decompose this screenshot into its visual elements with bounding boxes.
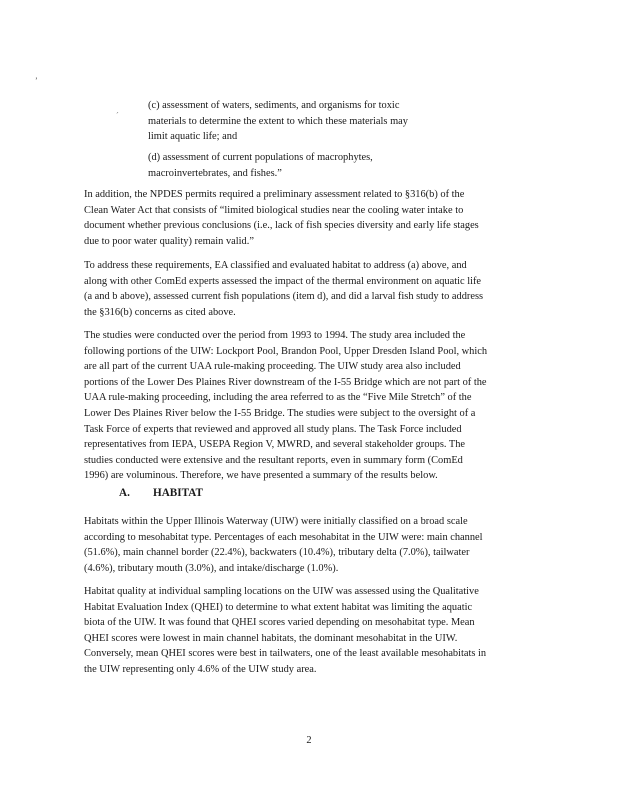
text-line: Conversely, mean QHEI scores were best in tailwaters, one of the least available mesohabitats in	[84, 648, 487, 660]
scan-artifact-mark: ˊ	[116, 111, 119, 120]
section-heading-habitat	[119, 486, 203, 501]
section-letter: A.	[119, 487, 130, 499]
text-line: Habitats within the Upper Illinois Waterway (UIW) were initially classified on a broad scale	[84, 516, 468, 527]
text-line: document whether previous conclusions (i.e., lack of fish species diversity and early life stages	[84, 220, 479, 232]
text-line: along with other ComEd experts assessed the impact of the thermal environment on aquatic life	[84, 275, 482, 287]
paragraph-address	[84, 258, 536, 320]
text-line: Clean Water Act that consists of “limited biological studies near the cooling water intake to	[84, 204, 464, 216]
text-line: biota of the UIW. It was found that QHEI scores varied depending on mesohabitat type. Mean	[84, 617, 475, 629]
text-line: (d) assessment of current populations of macrophytes,	[148, 152, 373, 163]
scan-artifact-mark: ʼ	[35, 76, 38, 85]
text-line: To address these requirements, EA classified and evaluated habitat to address (a) above, and	[84, 260, 467, 271]
text-line: In addition, the NPDES permits required a preliminary assessment related to §316(b) of the	[84, 189, 465, 200]
text-line: QHEI scores were lowest in main channel habitats, the dominant mesohabitat in the UIW.	[84, 632, 458, 644]
text-line: Habitat quality at individual sampling locations on the UIW was assessed using the Qualitative	[84, 586, 479, 597]
text-line: Task Force of experts that reviewed and approved all study plans. The Task Force included	[84, 423, 462, 435]
text-line: the UIW representing only 4.6% of the UIW study area.	[84, 663, 317, 675]
text-line: according to mesohabitat type. Percentages of each mesohabitat in the UIW were: main channel	[84, 531, 483, 543]
text-line: the §316(b) concerns as cited above.	[84, 306, 236, 318]
section-title: HABITAT	[153, 487, 203, 499]
text-line: portions of the Lower Des Plaines River downstream of the I-55 Bridge which are not part of the	[84, 376, 487, 388]
paragraph-quality	[84, 584, 536, 678]
page-number: 2	[306, 735, 312, 746]
text-line: due to poor water quality) remain valid.”	[84, 235, 254, 247]
text-line: (51.6%), main channel border (22.4%), backwaters (10.4%), tributary delta (7.0%), tailwater	[84, 547, 470, 559]
text-line: macroinvertebrates, and fishes.”	[148, 167, 282, 179]
text-line: (4.6%), tributary mouth (3.0%), and intake/discharge (1.0%).	[84, 562, 339, 574]
text-line: limit aquatic life; and	[148, 131, 238, 143]
paragraph-npdes	[84, 187, 536, 249]
text-line: Lower Des Plaines River below the I-55 Bridge. The studies were subject to the oversight of a	[84, 407, 476, 419]
text-line: 1996) are voluminous. Therefore, we have presented a summary of the results below.	[84, 470, 438, 482]
text-line: studies conducted were extensive and the resultant reports, even in summary form (ComEd	[84, 454, 463, 466]
list-item-c	[148, 98, 478, 145]
text-line: are all part of the current UAA rule-making proceeding. The UIW study area also included	[84, 361, 461, 373]
text-line: UAA rule-making proceeding, including the area referred to as the “Five Mile Stretch” of the	[84, 392, 472, 404]
text-line: The studies were conducted over the period from 1993 to 1994. The study area included the	[84, 330, 466, 341]
text-line: (a and b above), assessed current fish populations (item d), and did a larval fish study to address	[84, 291, 484, 303]
text-line: representatives from IEPA, USEPA Region V, MWRD, and several stakeholder groups. The	[84, 439, 466, 451]
paragraph-habitats	[84, 514, 536, 576]
text-line: (c) assessment of waters, sediments, and organisms for toxic	[148, 100, 400, 111]
paragraph-studies	[84, 328, 536, 484]
text-line: following portions of the UIW: Lockport Pool, Brandon Pool, Upper Dresden Island Pool, which	[84, 345, 488, 357]
text-line: Habitat Evaluation Index (QHEI) to determine to what extent habitat was limiting the aquatic	[84, 601, 473, 613]
list-item-d	[148, 150, 478, 181]
text-line: materials to determine the extent to which these materials may	[148, 115, 408, 127]
